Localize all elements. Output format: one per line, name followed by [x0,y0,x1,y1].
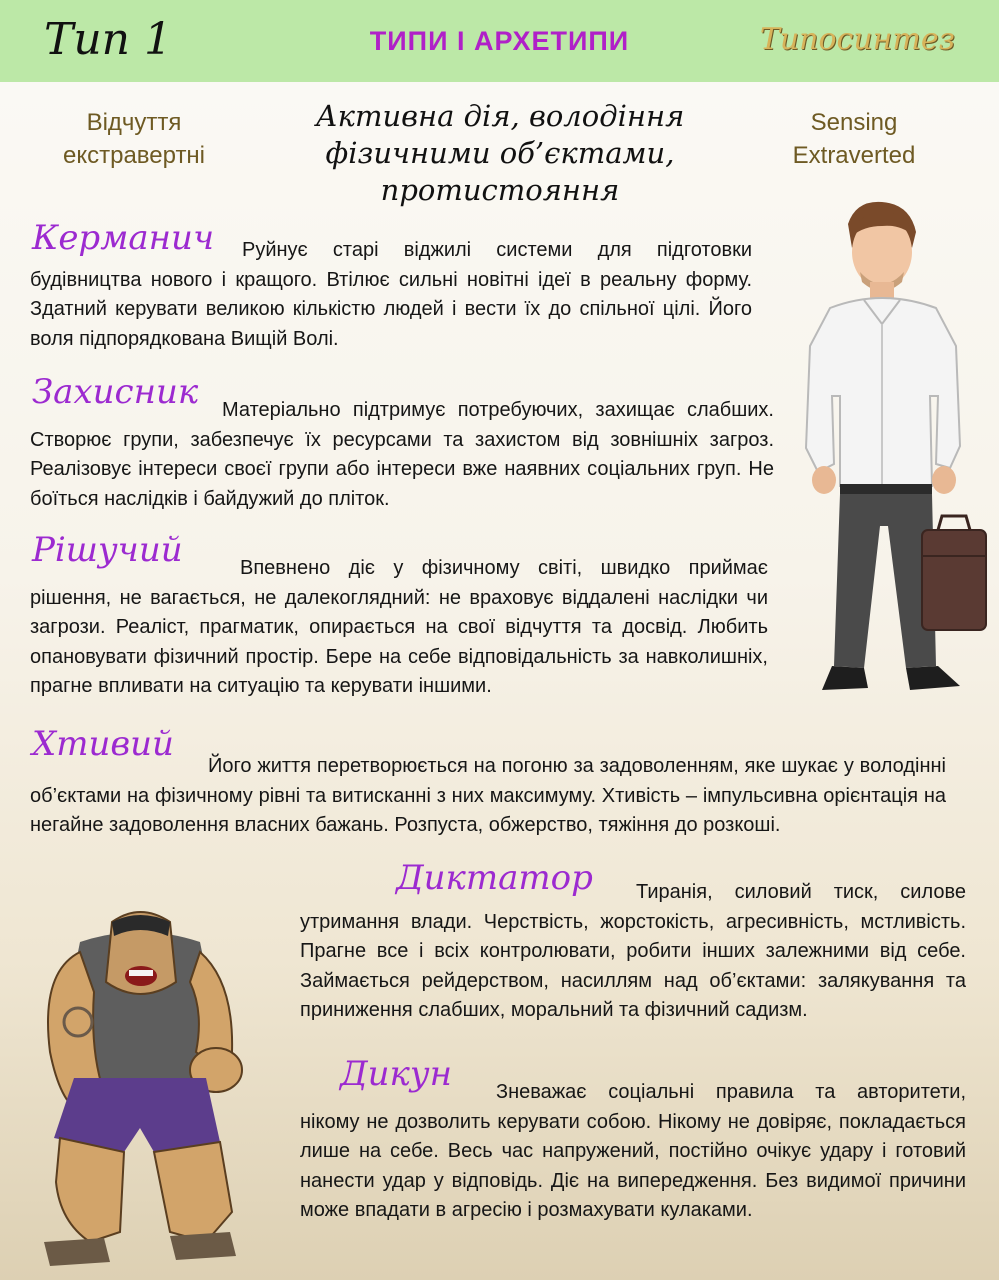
tagline-line1: Активна дія, володіння [315,99,685,133]
function-label-en [754,106,954,172]
archetype-desc-zakhysnyk: Матеріально підтримує потребуючих, захищає слабших. Створює групи, забезпечує їх ресурсами та захистом від зовнішніх загроз. Реалізовує інтереси своєї групи або інтереси вже наявних соціальних груп. Не боїться наслідків і байдужий до пліток. [30,399,774,510]
page-title: ТИПИ І АРХЕТИПИ [369,26,630,56]
archetype-name-kermanych: Керманич [32,218,215,258]
businessman-illustration [760,196,990,726]
function-label-en-line1: Sensing [810,109,898,136]
archetype-name-rishuchyi: Рішучий [32,530,183,570]
function-label-uk-line2: екстравертні [62,142,206,169]
archetype-name-dykun: Дикун [340,1054,452,1094]
archetype-desc-rishuchyi: Впевнено діє у фізичному світі, швидко приймає рішення, не вагається, не далекоглядний: не враховує віддалені наслідки чи загрози. Реаліст, прагматик, опирається на свої відчуття та досвід. Любить опановувати фізичний простір. Бере на себе відповідальність за навколишніх, прагне впливати на ситуацію та керувати іншими. [30,557,768,697]
archetype-desc-dykun: Зневажає соціальні правила та авторитети, нікому не дозволить керувати собою. Нікому не довіряє, покладається лише на себе. Весь час напружений, постійно очікує удару і готовий нанести удар у відповідь. Діє на випередження. Без видимої причини може впадати в агресію і розмахувати кулаками. [300,1081,966,1221]
archetype-desc-khtyvyi: Його життя перетворюється на погоню за задоволенням, яке шукає у володінні об’єктами на фізичному рівні та витисканні з них максимуму. Хтивість – імпульсивна орієнтація на негайне задоволення власних бажань. Розпуста, обжерство, тяжіння до розкоші. [30,755,946,836]
archetype-name-zakhysnyk: Захисник [32,372,199,412]
archetype-desc-kermanych: Руйнує старі віджилі системи для підготовки будівництва нового і кращого. Втілює сильні новітні ідеї в реальну форму. Здатний керувати великою кількістю людей і вести їх до спільної цілі. Його воля підпорядкована Вищій Волі. [30,239,752,350]
tagline [278,98,722,209]
header-band [0,0,999,82]
archetype-name-khtyvyi: Хтивий [32,724,174,764]
function-label-en-line2: Extraverted [792,142,916,169]
brand-logo: Типосинтез [759,22,955,57]
tagline-line2: фізичними об’єктами, [325,136,675,170]
archetype-desc-dyktator: Тиранія, силовий тиск, силове утримання влади. Черствість, жорстокість, агресивність, мстливість. Прагне все і всіх контролювати, робити інших залежними від себе. Займається рейдерством, насиллям над об’єктами: залякування та приниження слабших, моральний та фізичний садизм. [300,881,966,1021]
type-label: Тип 1 [44,14,173,65]
archetype-name-dyktator: Диктатор [396,858,593,898]
function-label-uk [34,106,234,172]
function-label-uk-line1: Відчуття [86,109,182,136]
tagline-line3: протистояння [380,173,620,207]
angry-brute-illustration [20,902,260,1274]
